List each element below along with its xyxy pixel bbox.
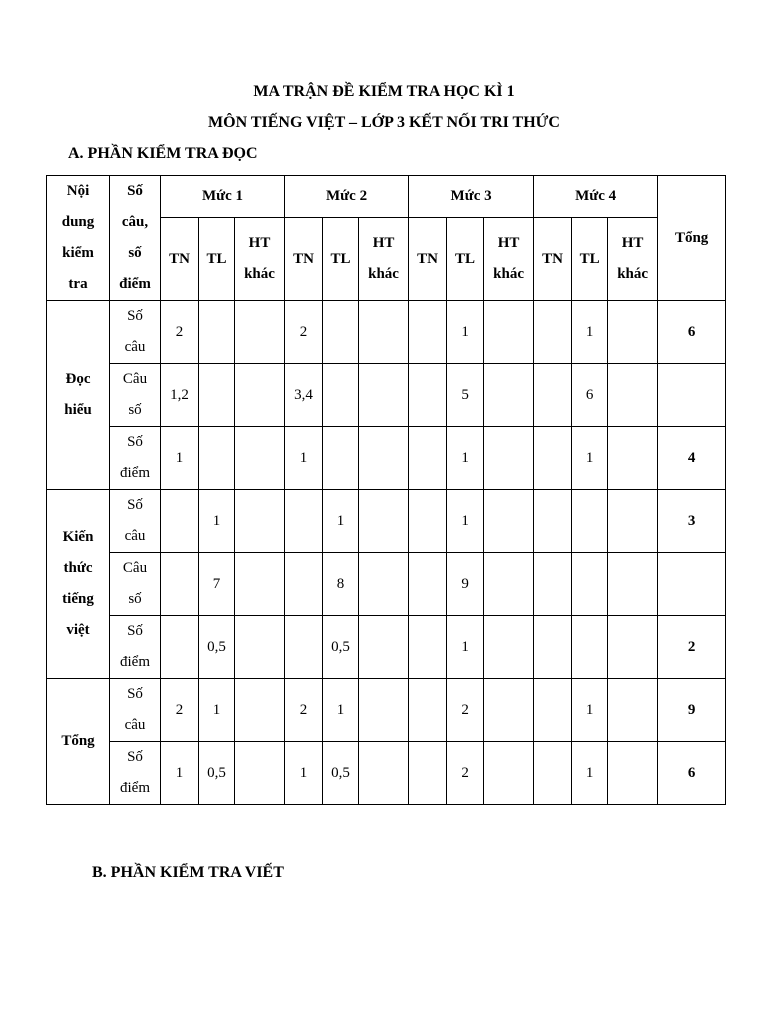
header-total: Tổng [658,176,726,301]
total-cell [658,364,726,427]
header-tl: TL [572,218,608,301]
table-cell [484,742,534,805]
table-cell [534,742,572,805]
table-cell [285,490,323,553]
table-cell: 1 [199,679,235,742]
table-cell [409,742,447,805]
table-cell: 1 [572,679,608,742]
row-label-cau-so: Câu số [110,553,161,616]
table-cell: 2 [285,301,323,364]
table-cell [323,427,359,490]
table-cell: 1 [447,616,484,679]
table-cell [235,427,285,490]
table-cell [235,364,285,427]
table-cell [484,364,534,427]
row-label-so-diem: Số điểm [110,427,161,490]
table-cell [409,616,447,679]
table-cell [608,553,658,616]
table-cell: 1 [447,301,484,364]
table-cell [484,679,534,742]
table-row [47,553,726,616]
table-cell [359,490,409,553]
table-cell [608,742,658,805]
header-tn: TN [534,218,572,301]
exam-matrix-table [46,175,726,805]
table-cell: 1 [161,742,199,805]
table-cell [484,301,534,364]
total-cell: 3 [658,490,726,553]
header-level-4: Mức 4 [534,176,658,218]
table-cell [534,427,572,490]
table-cell [323,301,359,364]
header-count: Số câu, số điểm [110,176,161,301]
table-row [47,364,726,427]
table-cell [199,427,235,490]
table-cell [409,301,447,364]
header-level-3: Mức 3 [409,176,534,218]
table-cell [534,364,572,427]
total-cell: 6 [658,301,726,364]
header-tl: TL [447,218,484,301]
table-cell [534,490,572,553]
table-cell [359,742,409,805]
table-cell: 2 [161,679,199,742]
table-cell [161,490,199,553]
table-cell [161,553,199,616]
table-cell [608,490,658,553]
header-tn: TN [285,218,323,301]
document-subtitle: MÔN TIẾNG VIỆT – LỚP 3 KẾT NỐI TRI THỨC [208,114,560,131]
header-tn: TN [409,218,447,301]
table-cell [608,679,658,742]
group-tong: Tổng [47,679,110,805]
table-cell: 6 [572,364,608,427]
table-row [47,427,726,490]
row-label-so-diem: Số điểm [110,616,161,679]
header-row-levels [47,176,726,218]
table-cell: 2 [447,679,484,742]
table-cell [572,553,608,616]
table-row [47,301,726,364]
header-tl: TL [323,218,359,301]
total-cell: 2 [658,616,726,679]
header-ht: HT khác [608,218,658,301]
total-cell: 6 [658,742,726,805]
table-cell: 1 [199,490,235,553]
table-cell [409,427,447,490]
table-cell: 1 [572,301,608,364]
table-cell [359,364,409,427]
section-b-heading: B. PHẦN KIỂM TRA VIẾT [92,864,284,881]
table-cell: 0,5 [199,616,235,679]
table-cell [161,616,199,679]
table-cell [534,679,572,742]
table-cell: 2 [161,301,199,364]
header-ht: HT khác [484,218,534,301]
table-cell: 1 [572,427,608,490]
table-cell [235,679,285,742]
table-cell [608,301,658,364]
row-label-so-cau: Số câu [110,679,161,742]
table-cell [235,616,285,679]
table-cell: 1 [285,742,323,805]
table-row [47,742,726,805]
table-cell: 2 [285,679,323,742]
table-cell [608,427,658,490]
table-row [47,490,726,553]
table-cell [235,301,285,364]
table-cell: 7 [199,553,235,616]
table-cell [534,301,572,364]
group-doc-hieu: Đọc hiểu [47,301,110,490]
table-cell: 9 [447,553,484,616]
table-cell [199,364,235,427]
table-cell [484,427,534,490]
header-level-1: Mức 1 [161,176,285,218]
table-row [47,679,726,742]
table-row [47,616,726,679]
table-cell [285,616,323,679]
section-a-heading: A. PHẦN KIỂM TRA ĐỌC [68,145,258,162]
table-cell: 8 [323,553,359,616]
table-cell [409,490,447,553]
total-cell: 9 [658,679,726,742]
header-tl: TL [199,218,235,301]
table-cell [359,679,409,742]
table-cell: 1 [447,490,484,553]
table-cell [359,553,409,616]
table-cell [534,553,572,616]
table-cell: 1,2 [161,364,199,427]
table-cell [484,616,534,679]
header-ht: HT khác [235,218,285,301]
row-label-so-cau: Số câu [110,490,161,553]
table-cell: 1 [285,427,323,490]
table-cell [235,742,285,805]
table-cell [484,553,534,616]
table-cell [285,553,323,616]
table-cell [608,616,658,679]
table-cell [359,616,409,679]
table-cell [608,364,658,427]
table-cell [572,490,608,553]
table-cell [359,427,409,490]
row-label-so-diem: Số điểm [110,742,161,805]
header-ht: HT khác [359,218,409,301]
table-cell: 3,4 [285,364,323,427]
table-cell [409,553,447,616]
total-cell [658,553,726,616]
table-cell [359,301,409,364]
table-cell [323,364,359,427]
table-cell [235,490,285,553]
table-cell [534,616,572,679]
row-label-so-cau: Số câu [110,301,161,364]
table-cell [409,364,447,427]
row-label-cau-so: Câu số [110,364,161,427]
table-cell: 1 [323,490,359,553]
table-cell [572,616,608,679]
header-level-2: Mức 2 [285,176,409,218]
table-cell: 1 [161,427,199,490]
total-cell: 4 [658,427,726,490]
table-cell: 2 [447,742,484,805]
table-cell [199,301,235,364]
table-cell [235,553,285,616]
table-cell [484,490,534,553]
table-cell: 0,5 [323,616,359,679]
table-cell: 0,5 [199,742,235,805]
table-cell: 1 [323,679,359,742]
group-kien-thuc: Kiến thức tiếng việt [47,490,110,679]
table-cell: 0,5 [323,742,359,805]
header-tn: TN [161,218,199,301]
table-cell: 1 [572,742,608,805]
header-content: Nội dung kiểm tra [47,176,110,301]
table-cell: 1 [447,427,484,490]
document-title: MA TRẬN ĐỀ KIỂM TRA HỌC KÌ 1 [253,83,515,100]
table-cell [409,679,447,742]
table-cell: 5 [447,364,484,427]
